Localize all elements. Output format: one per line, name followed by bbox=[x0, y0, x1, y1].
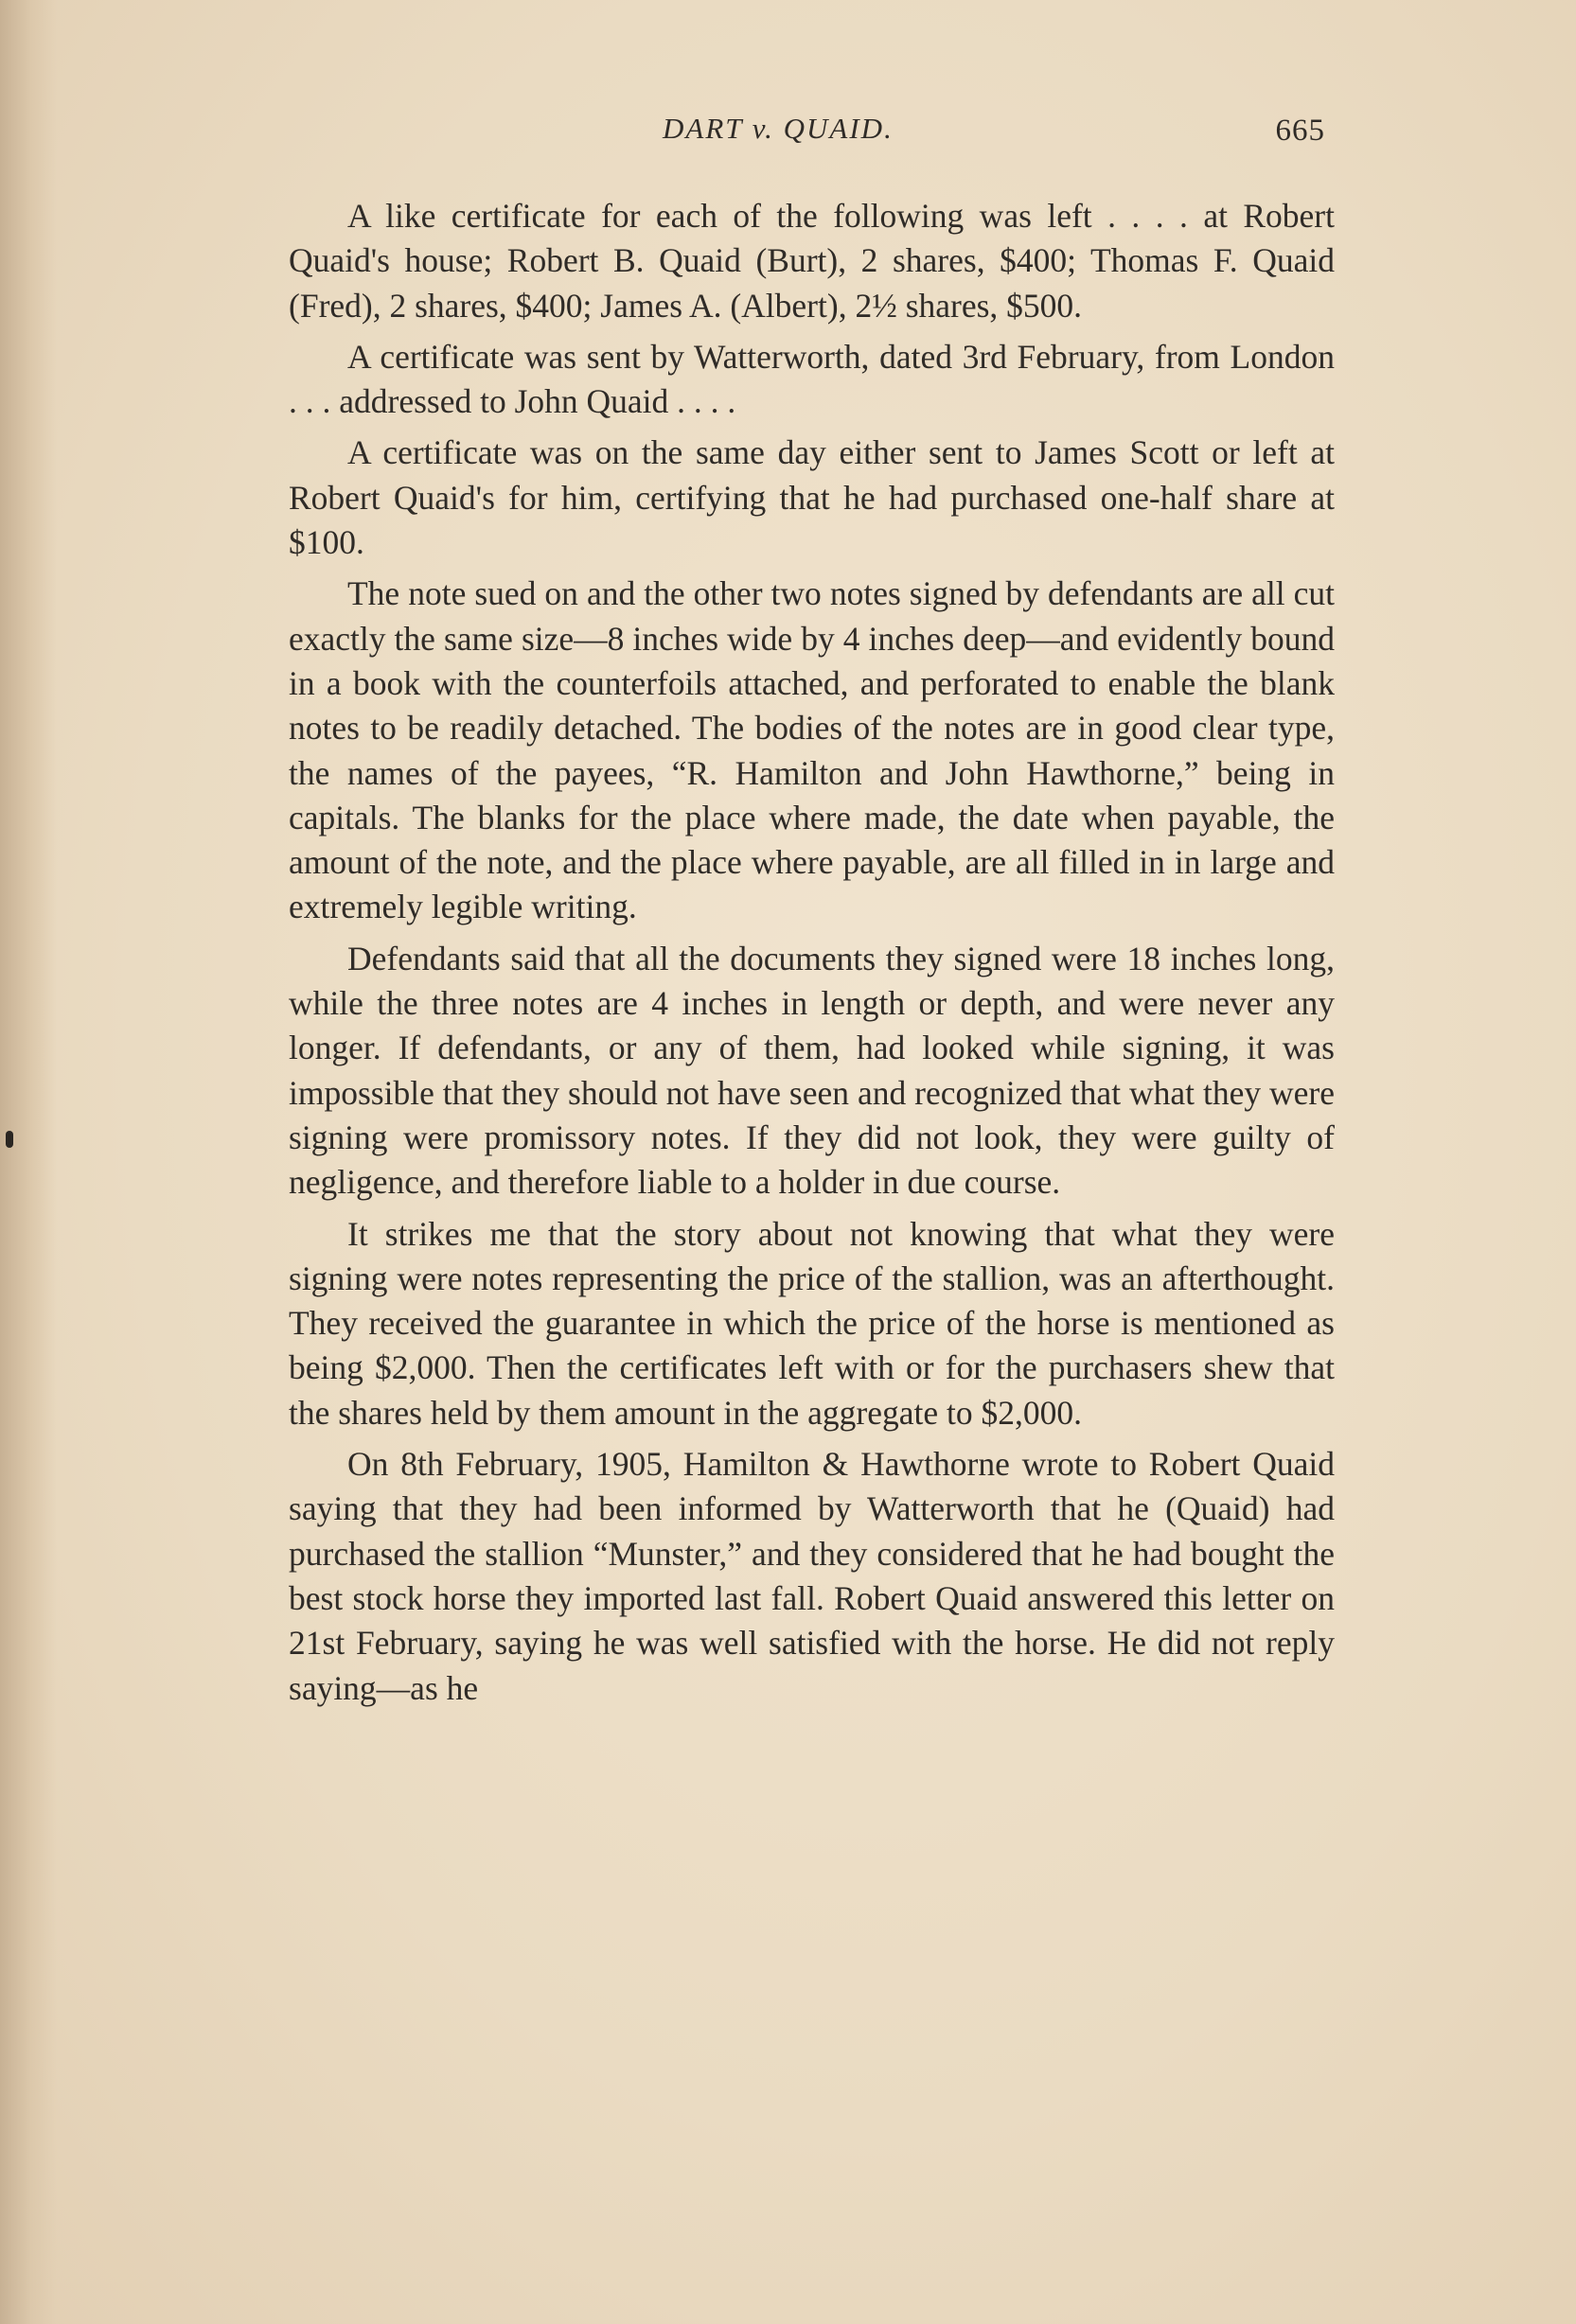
paragraph: The note sued on and the other two notes signed by defendants are all cut exactly the same size—8 inches wide by 4 inches deep—and evidently bound in a book with the counterfoils attached, and perforated to enable the blank notes to be readily detached. The bodies of the notes are in good clear type, the names of the payees, “R. Hamilton and John Hawthorne,” being in capitals. The blanks for the place where made, the date when payable, the amount of the note, and the place where payable, are all filled in in large and extremely legible writing. bbox=[289, 574, 1335, 926]
paragraph: On 8th February, 1905, Hamilton & Hawthorne wrote to Robert Quaid saying that they had been informed by Watterworth that he (Quaid) had purchased the stallion “Munster,” and they considered that he had bought the best stock horse they imported last fall. Robert Quaid answered this letter on 21st February, saying he was well satisfied with the horse. He did not reply saying—as he bbox=[289, 1445, 1335, 1707]
page-header bbox=[284, 112, 1325, 168]
paragraph: It strikes me that the story about not knowing that what they were signing were notes representing the price of the stallion, was an afterthought. They received the guarantee in which the price of the horse is mentioned as being $2,000. Then the certificates left with or for the purchasers shew that the shares held by them amount in the aggregate to $2,000. bbox=[289, 1214, 1335, 1432]
page-number: 665 bbox=[1275, 114, 1325, 148]
paragraph: A certificate was sent by Watterworth, dated 3rd February, from London . . . addressed to John Quaid . . . . bbox=[289, 337, 1335, 421]
binding-mark bbox=[6, 1131, 13, 1148]
paragraph: A like certificate for each of the following was left . . . . at Robert Quaid's house; Robert B. Quaid (Burt), 2 shares, $400; Thomas F. Quaid (Fred), 2 shares, $400; James A. (Albert), 2½ shares, $500. bbox=[289, 197, 1335, 325]
running-title: DART v. QUAID. bbox=[663, 112, 894, 145]
binding-shadow bbox=[0, 0, 57, 2324]
paragraph: Defendants said that all the documents they signed were 18 inches long, while the three notes are 4 inches in length or depth, and were never any longer. If defendants, or any of them, had looked while signing, it was impossible that they should not have seen and recognized that what they were signing were promissory notes. If they did not look, they were guilty of negligence, and therefore liable to a holder in due course. bbox=[289, 939, 1335, 1202]
body-text bbox=[289, 194, 1335, 1717]
paragraph: A certificate was on the same day either sent to James Scott or left at Robert Quaid's for him, certifying that he had purchased one-half share at $100. bbox=[289, 433, 1335, 562]
